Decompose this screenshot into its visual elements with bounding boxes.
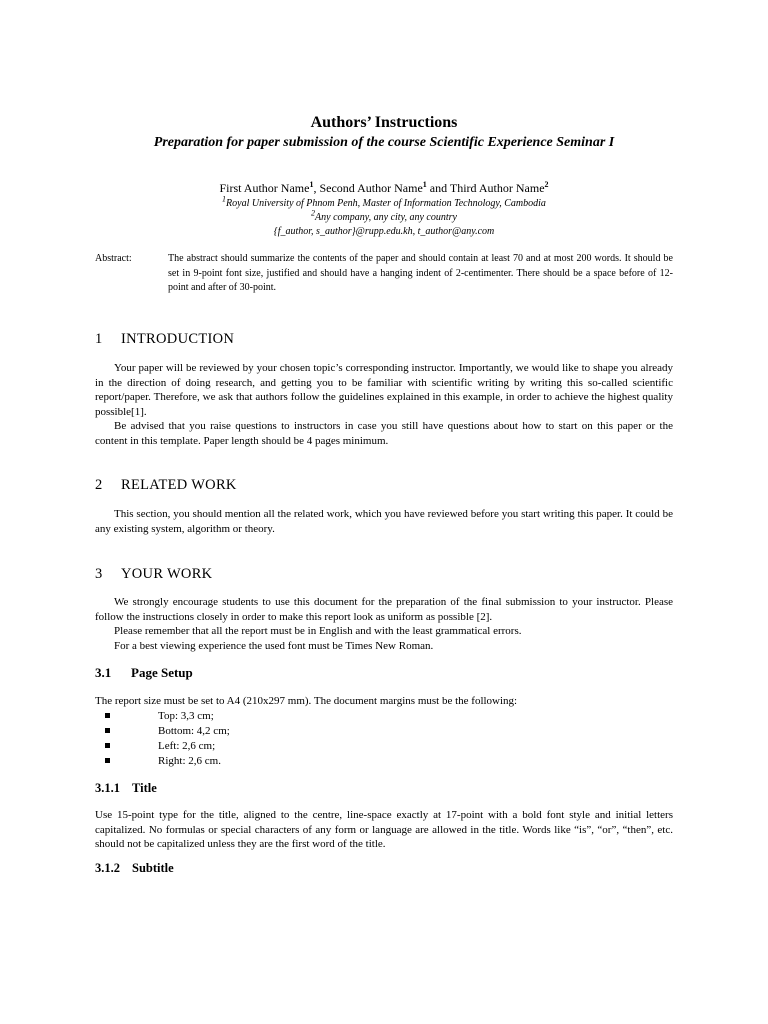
author-name: Third Author Name xyxy=(449,181,545,195)
paper-title: Authors’ Instructions xyxy=(310,114,458,131)
subsubsection-heading-title xyxy=(95,780,157,796)
paragraph: This section, you should mention all the related work, which you have reviewed before you start writing this paper. It could be any existing system, algorithm or theory. xyxy=(95,508,673,535)
section-title: RELATED WORK xyxy=(121,477,237,493)
section-number: 1 xyxy=(95,331,103,347)
section-title: YOUR WORK xyxy=(121,566,213,582)
paragraph: For a best viewing experience the used font must be Times New Roman. xyxy=(114,639,434,652)
subsection-heading-page-setup xyxy=(95,665,193,681)
author-affiliation-mark: 1 xyxy=(422,180,427,189)
section-heading-introduction xyxy=(95,330,234,348)
related-work-body xyxy=(95,507,673,536)
paragraph: We strongly encourage students to use this document for the preparation of the final submission to your instructor. Please follow the instructions closely in order to make this report look as uniform as possible [2]. xyxy=(95,596,673,623)
paragraph: Please remember that all the report must be in English and with the least grammatical errors. xyxy=(114,625,522,638)
subsubsection-number: 3.1.2 xyxy=(95,861,120,875)
affiliation-mark: 2 xyxy=(311,208,316,218)
paragraph: Use 15-point type for the title, aligned to the centre, line-space exactly at 17-point with a bold font style and initial letters capitalized. No formulas or special characters of any form or language are allowed in the title. Words like “is”, “or”, “then”, etc. should not be capitalized unless they are the first word of the title. xyxy=(95,809,673,851)
title-rules-body xyxy=(95,808,673,852)
subsection-number: 3.1 xyxy=(95,665,112,680)
author-emails: {f_author, s_author}@rupp.edu.kh, t_author@any.com xyxy=(273,226,495,237)
paper-subtitle: Preparation for paper submission of the course Scientific Experience Seminar I xyxy=(153,135,615,150)
subsubsection-title: Subtitle xyxy=(132,861,174,875)
your-work-body xyxy=(95,595,673,653)
subsubsection-heading-subtitle xyxy=(95,860,174,876)
affiliation-text: Any company, any city, any country xyxy=(315,212,457,223)
affiliation-mark: 1 xyxy=(222,194,227,204)
subsubsection-number: 3.1.1 xyxy=(95,781,120,795)
bullet-icon xyxy=(105,728,110,733)
section-number: 3 xyxy=(95,566,103,582)
paragraph: Be advised that you raise questions to instructors in case you still have questions about how to start on this paper or the content in this template. Paper length should be 4 pages minimum. xyxy=(95,420,673,447)
section-heading-your-work xyxy=(95,565,212,583)
affiliation-text: Royal University of Phnom Penh, Master of Information Technology, Cambodia xyxy=(226,198,546,209)
subsubsection-title: Title xyxy=(132,781,157,795)
page-setup-body xyxy=(95,694,673,709)
author-name: First Author Name xyxy=(219,181,310,195)
author-list xyxy=(0,180,768,196)
list-item-text: Top: 3,3 cm; xyxy=(158,710,214,722)
paragraph: Your paper will be reviewed by your chosen topic’s corresponding instructor. Importantly, we would like to shape you already in the direction of doing research, and getting you to be familiar with scientific writing by writing this so-called scientific report/paper. Therefore, we ask that authors follow the guidelines explained in this example, in order to achieve the highest quality possible[1]. xyxy=(95,362,673,418)
author-affiliation-mark: 2 xyxy=(544,180,549,189)
introduction-body xyxy=(95,361,673,449)
affiliation-line xyxy=(0,208,768,224)
abstract-label: Abstract: xyxy=(95,253,132,264)
abstract-text: The abstract should summarize the contents of the paper and should contain at least 70 and at most 200 words. It should be set in 9-point font size, justified and should have a hanging indent of 2-centimenter. There should be a space before of 12-point and after of 30-point. xyxy=(168,253,673,293)
list-item-text: Left: 2,6 cm; xyxy=(158,740,216,752)
section-title: INTRODUCTION xyxy=(121,331,235,347)
subsection-title: Page Setup xyxy=(131,665,193,680)
author-name: Second Author Name xyxy=(319,181,423,195)
list-item-text: Right: 2,6 cm. xyxy=(158,755,221,767)
bullet-icon xyxy=(105,758,110,763)
paragraph: The report size must be set to A4 (210x297 mm). The document margins must be the following: xyxy=(95,695,518,707)
bullet-icon xyxy=(105,743,110,748)
section-number: 2 xyxy=(95,477,103,493)
author-affiliation-mark: 1 xyxy=(309,180,314,189)
bullet-icon xyxy=(105,713,110,718)
affiliation-line xyxy=(0,194,768,210)
author-separator: and xyxy=(426,181,450,195)
list-item-text: Bottom: 4,2 cm; xyxy=(158,725,230,737)
author-separator: , xyxy=(313,181,320,195)
section-heading-related-work xyxy=(95,476,237,494)
